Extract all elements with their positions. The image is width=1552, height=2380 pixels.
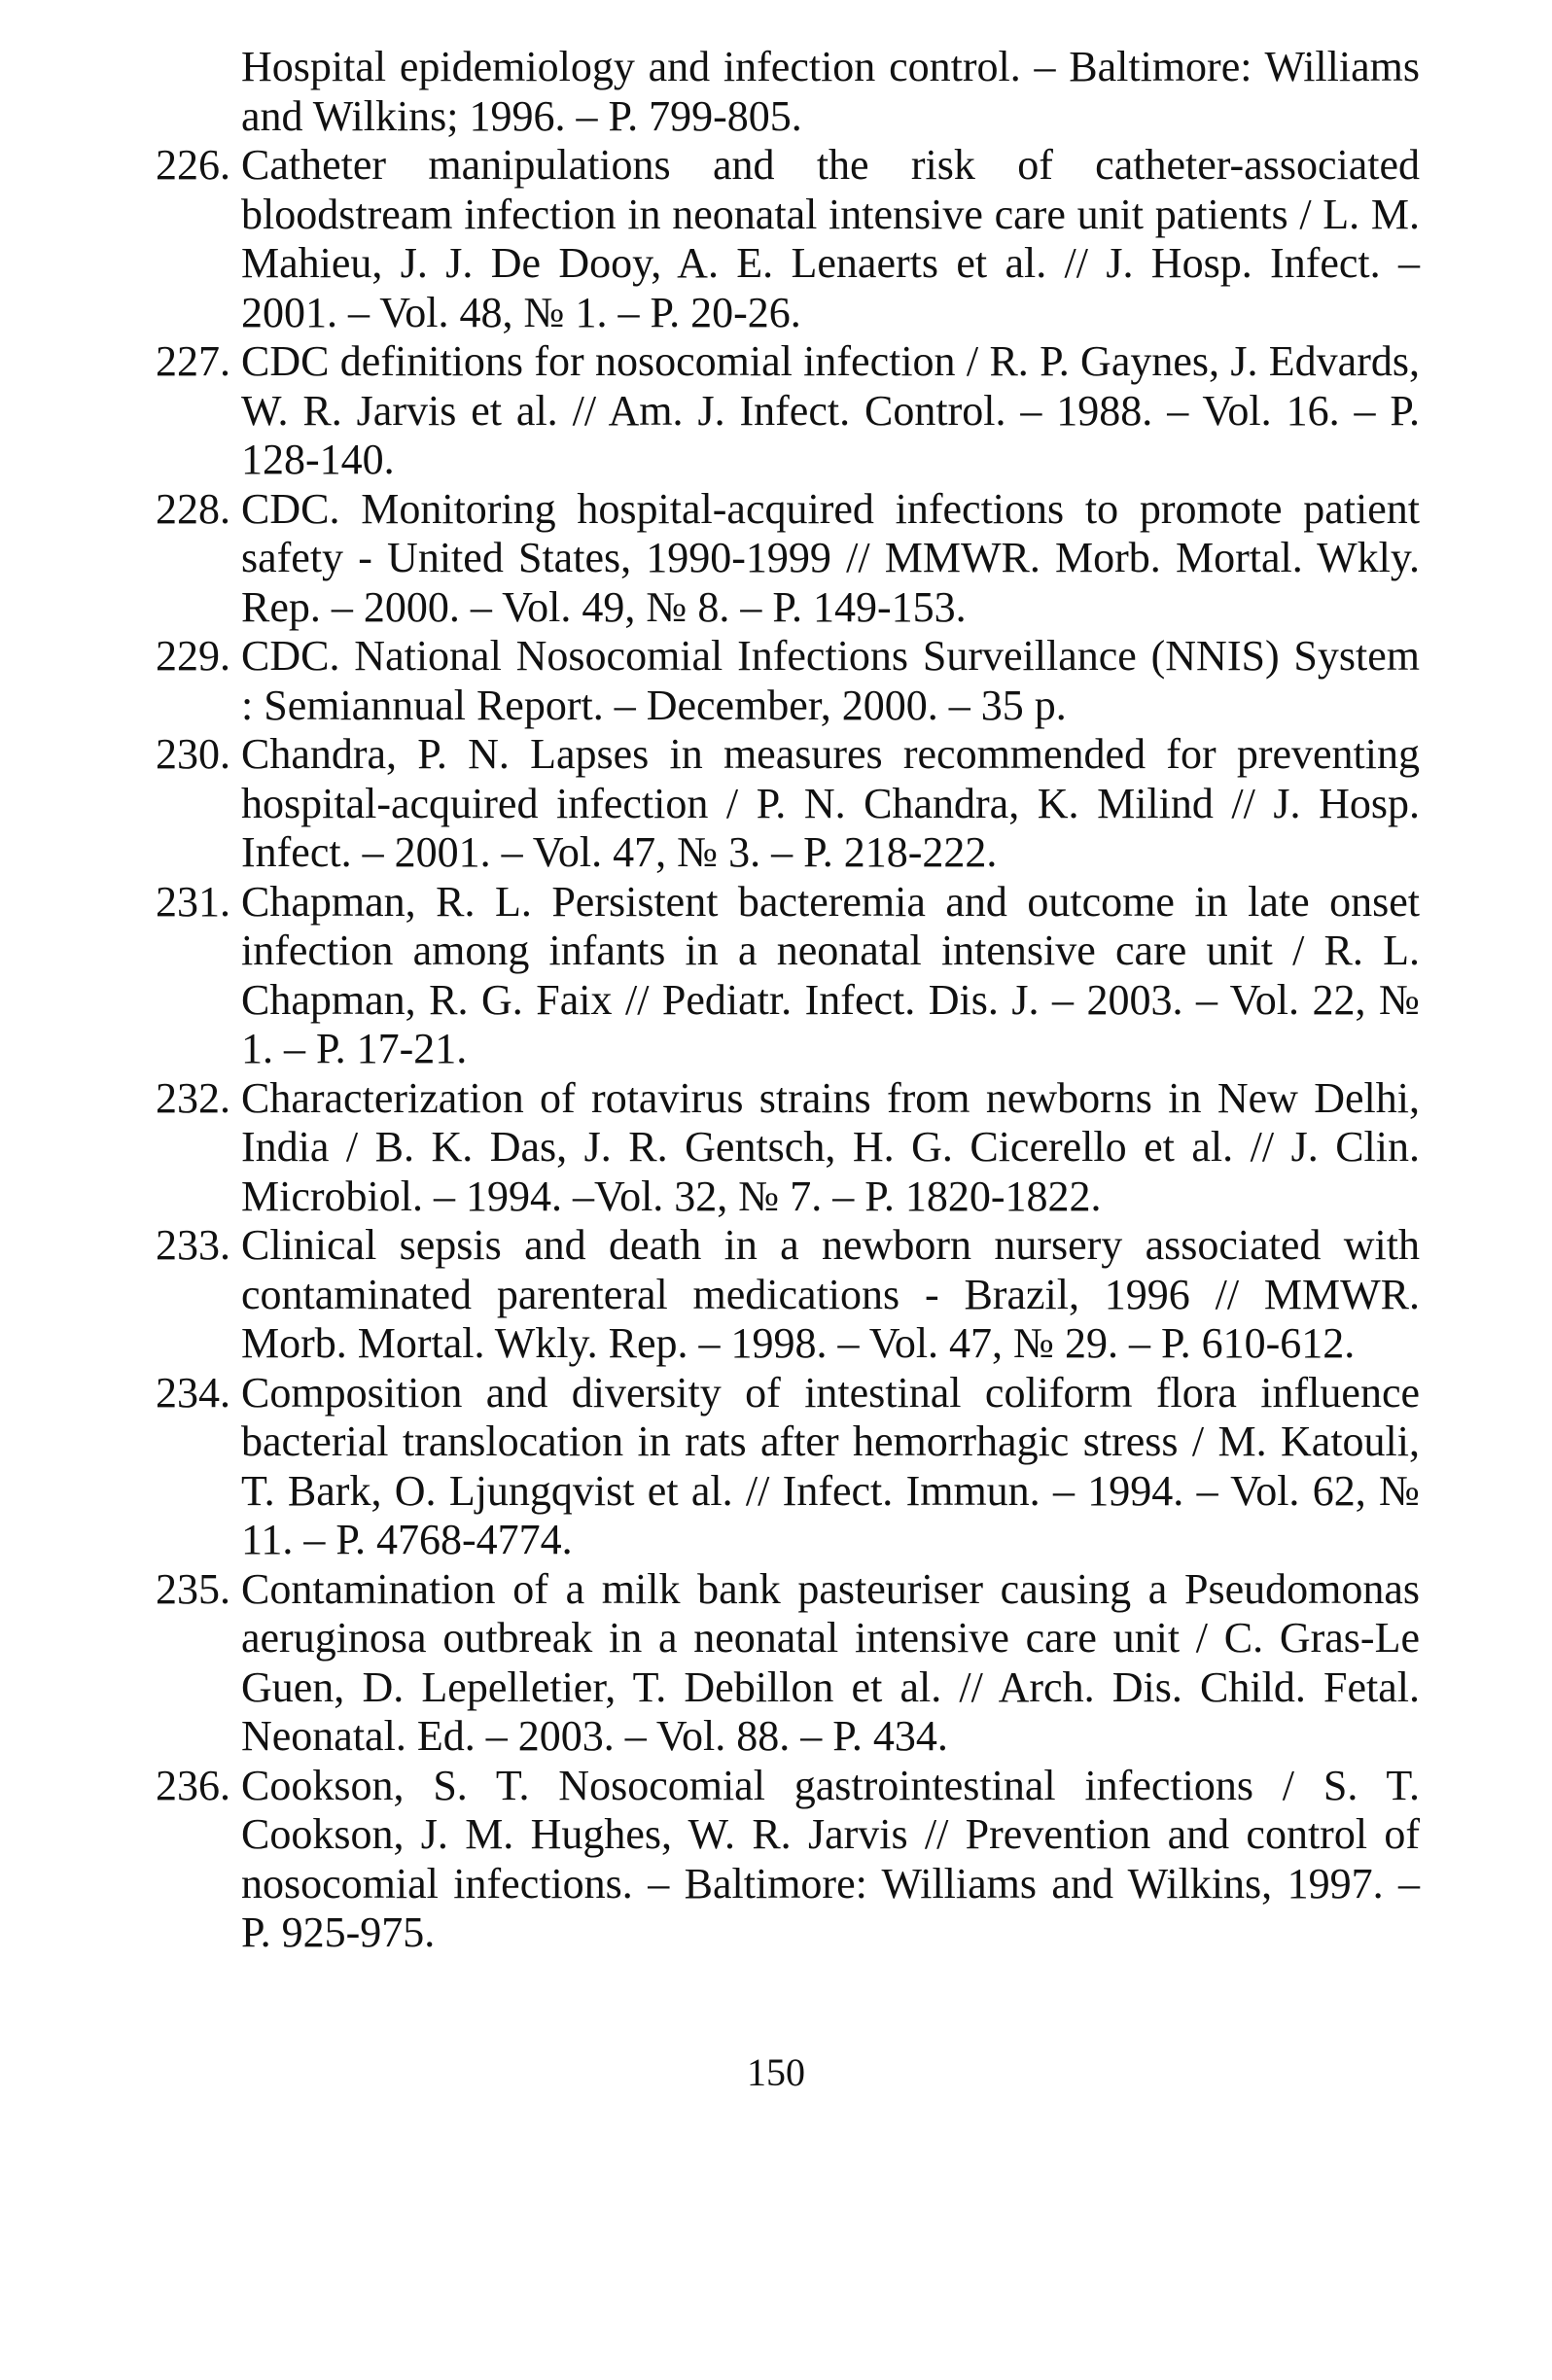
reference-text: Catheter manipulations and the risk of catheter-associated bloodstream infection in neonatal intensive care unit patients / L. M. Mahieu, J. J. De Dooy, A. E. Lenaerts et al. // J. Hosp. Infect. – 2001. – Vol. 48, № 1. – P. 20-26. [241, 141, 1420, 336]
reference-number: 232. [156, 1073, 230, 1122]
reference-item [156, 1762, 1420, 1958]
reference-number: 228. [156, 484, 230, 533]
reference-text: Chandra, P. N. Lapses in measures recommended for preventing hospital-acquired infection / P. N. Chandra, K. Milind // J. Hosp. Infect. – 2001. – Vol. 47, № 3. – P. 218-222. [241, 730, 1420, 876]
reference-number: 234. [156, 1368, 230, 1417]
reference-number: 226. [156, 141, 230, 189]
reference-text: CDC. National Nosocomial Infections Surveillance (NNIS) System : Semiannual Report. – December, 2000. – 35 p. [241, 632, 1420, 729]
reference-item [156, 632, 1420, 730]
reference-item [156, 878, 1420, 1074]
reference-item [156, 337, 1420, 485]
reference-text: Characterization of rotavirus strains from newborns in New Delhi, India / B. K. Das, J. R. Gentsch, H. G. Cicerello et al. // J. Clin. Microbiol. – 1994. –Vol. 32, № 7. – P. 1820-1822. [241, 1073, 1420, 1220]
reference-number: 230. [156, 730, 230, 778]
reference-number: 229. [156, 632, 230, 680]
reference-text: Contamination of a milk bank pasteuriser causing a Pseudomonas aeruginosa outbreak in a neonatal intensive care unit / C. Gras-Le Guen, D. Lepelletier, T. Debillon et al. // Arch. Dis. Child. Fetal. Neonatal. Ed. – 2003. – Vol. 88. – P. 434. [241, 1564, 1420, 1760]
reference-item [156, 1565, 1420, 1762]
reference-number: 235. [156, 1564, 230, 1613]
reference-list [156, 43, 1420, 1958]
reference-text: Composition and diversity of intestinal coliform flora influence bacterial translocation in rats after hemorrhagic stress / M. Katouli, T. Bark, O. Ljungqvist et al. // Infect. Immun. – 1994. – Vol. 62, № 11. – P. 4768-4774. [241, 1368, 1420, 1563]
reference-number: 231. [156, 877, 230, 926]
reference-number: 236. [156, 1761, 230, 1809]
reference-text: CDC. Monitoring hospital-acquired infections to promote patient safety - United States, 1990-1999 // MMWR. Morb. Mortal. Wkly. Rep. – 2000. – Vol. 49, № 8. – P. 149-153. [241, 484, 1420, 631]
reference-item [156, 1221, 1420, 1369]
reference-number: 227. [156, 337, 230, 385]
reference-item [156, 1074, 1420, 1222]
reference-number: 233. [156, 1221, 230, 1269]
reference-item [156, 485, 1420, 633]
reference-item [156, 1369, 1420, 1565]
reference-item [156, 141, 1420, 337]
reference-text: CDC definitions for nosocomial infection / R. P. Gaynes, J. Edvards, W. R. Jarvis et al. // Am. J. Infect. Control. – 1988. – Vol. 16. – P. 128-140. [241, 337, 1420, 483]
reference-text: Cookson, S. T. Nosocomial gastrointestinal infections / S. T. Cookson, J. M. Hughes, W. R. Jarvis // Prevention and control of nosocomial infections. – Baltimore: Williams and Wilkins, 1997. – P. 925-975. [241, 1761, 1420, 1956]
reference-text: Clinical sepsis and death in a newborn nursery associated with contaminated parenteral medications - Brazil, 1996 // MMWR. Morb. Mortal. Wkly. Rep. – 1998. – Vol. 47, № 29. – P. 610-612. [241, 1221, 1420, 1367]
reference-text: Chapman, R. L. Persistent bacteremia and outcome in late onset infection among infants in a neonatal intensive care unit / R. L. Chapman, R. G. Faix // Pediatr. Infect. Dis. J. – 2003. – Vol. 22, № 1. – P. 17-21. [241, 877, 1420, 1072]
reference-continuation: Hospital epidemiology and infection control. – Baltimore: Williams and Wilkins; 1996. – P. 799-805. [241, 43, 1420, 140]
reference-item [156, 730, 1420, 878]
page-number: 150 [747, 2050, 805, 2094]
